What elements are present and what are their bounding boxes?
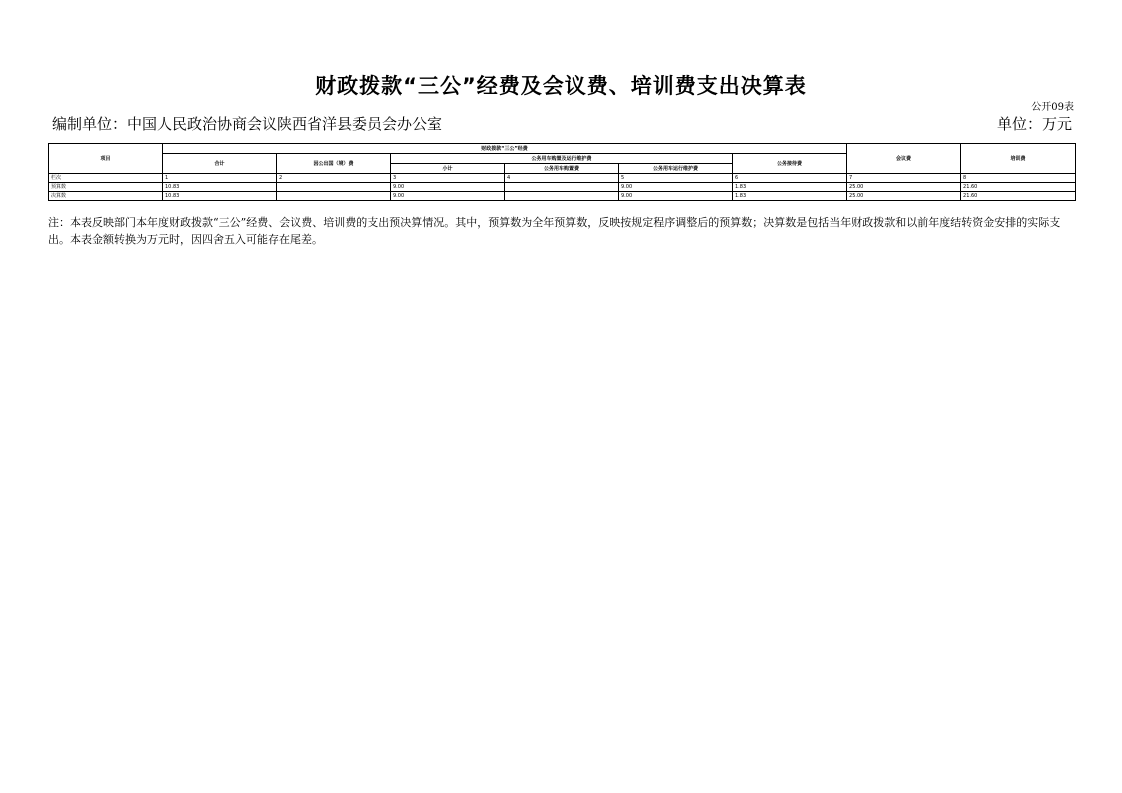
- table-row: [49, 192, 1076, 201]
- header-three-public: 财政拨款“三公”经费: [163, 144, 847, 154]
- header-item: 项目: [49, 144, 163, 174]
- table-cell: 9.00: [391, 192, 505, 201]
- table-cell: 1.83: [733, 183, 847, 192]
- header-meeting: 会议费: [847, 144, 961, 174]
- table-cell: 1: [163, 174, 277, 183]
- header-row-1: [49, 144, 1076, 154]
- table-row: [49, 183, 1076, 192]
- table-cell: 9.00: [619, 183, 733, 192]
- table-cell: 10.83: [163, 192, 277, 201]
- table-cell: 10.83: [163, 183, 277, 192]
- footnote: 注：本表反映部门本年度财政拨款“三公”经费、会议费、培训费的支出预决算情况。其中，预算数为全年预算数，反映按规定程序调整后的预算数；决算数是包括当年财政拨款和以前年度结转资金安排的实际支出。本表金额转换为万元时，因四舍五入可能存在尾差。: [48, 216, 1061, 246]
- table-cell: 7: [847, 174, 961, 183]
- row-label: 决算数: [49, 192, 163, 201]
- table-cell: 25.00: [847, 192, 961, 201]
- header-training: 培训费: [961, 144, 1076, 174]
- row-label: 栏次: [49, 174, 163, 183]
- table-cell: 25.00: [847, 183, 961, 192]
- table-cell: 6: [733, 174, 847, 183]
- header-abroad: 因公出国（境）费: [277, 154, 391, 174]
- page-title: 财政拨款“三公”经费及会议费、培训费支出决算表: [315, 74, 807, 98]
- row-label: 预算数: [49, 183, 163, 192]
- form-code: 公开09表: [1031, 102, 1074, 113]
- table-cell: 5: [619, 174, 733, 183]
- table-cell: 8: [961, 174, 1076, 183]
- header-subtotal: 小计: [391, 164, 505, 174]
- expenditure-table: [48, 143, 1076, 201]
- table-row: [49, 174, 1076, 183]
- table-cell: 4: [505, 174, 619, 183]
- compiling-unit: 编制单位：中国人民政治协商会议陕西省洋县委员会办公室: [52, 115, 443, 133]
- header-vehicle-operation: 公务用车运行维护费: [619, 164, 733, 174]
- table-cell: 9.00: [619, 192, 733, 201]
- header-vehicle-purchase: 公务用车购置费: [505, 164, 619, 174]
- header-reception: 公务接待费: [733, 154, 847, 174]
- header-total: 合计: [163, 154, 277, 174]
- table-cell: 1.83: [733, 192, 847, 201]
- table-cell: [505, 183, 619, 192]
- table-cell: 9.00: [391, 183, 505, 192]
- table-cell: 21.60: [961, 183, 1076, 192]
- table-cell: [505, 192, 619, 201]
- table-cell: 3: [391, 174, 505, 183]
- header-vehicle-group: 公务用车购置及运行维护费: [391, 154, 733, 164]
- money-unit: 单位：万元: [996, 115, 1072, 133]
- table-cell: 2: [277, 174, 391, 183]
- table-cell: 21.60: [961, 192, 1076, 201]
- table-cell: [277, 183, 391, 192]
- table-cell: [277, 192, 391, 201]
